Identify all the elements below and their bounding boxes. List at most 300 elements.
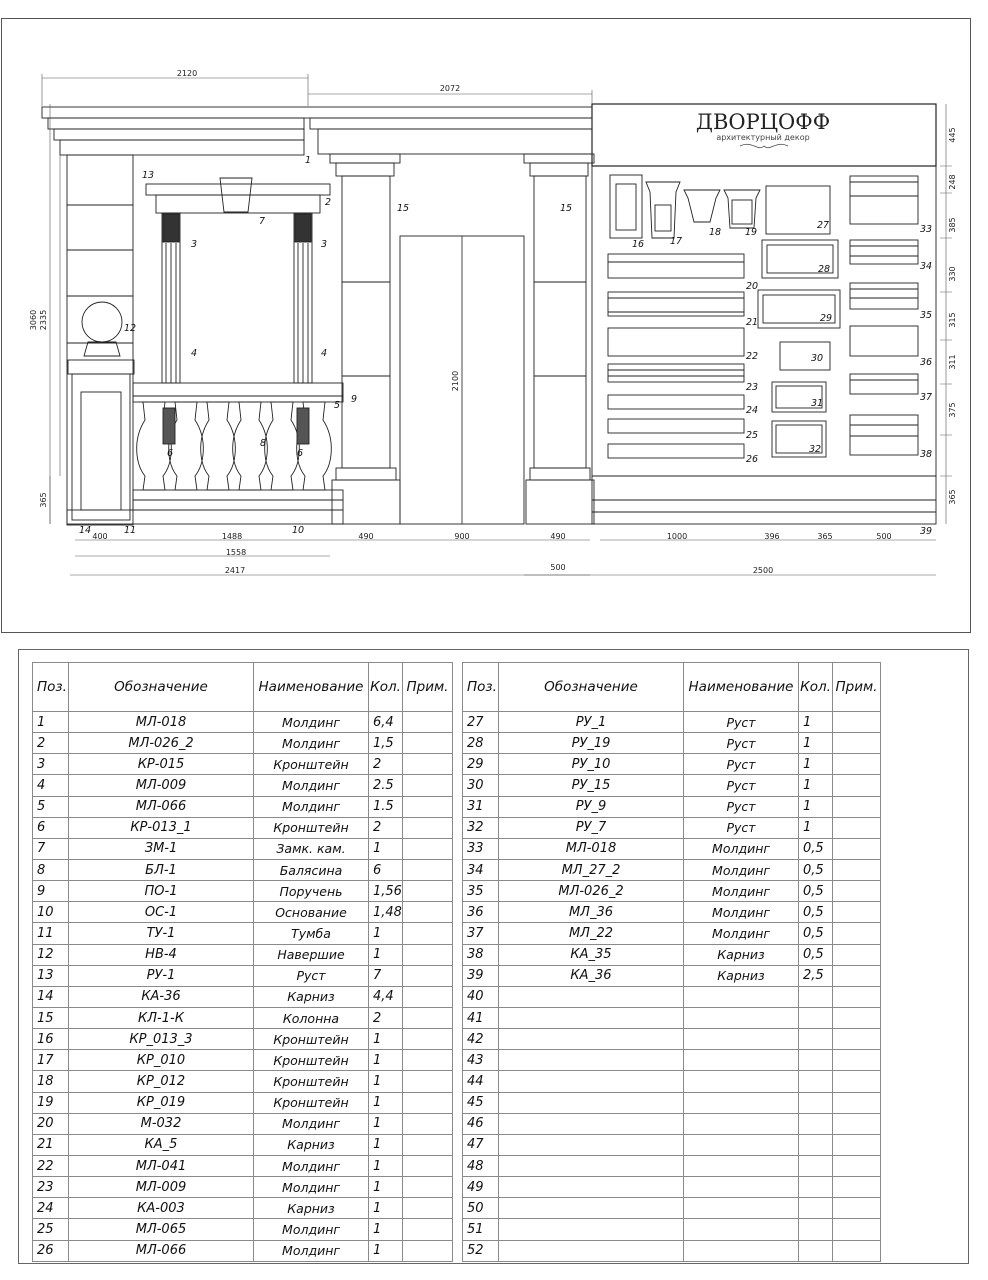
table-row	[463, 965, 881, 986]
base-course-left	[67, 510, 343, 524]
row-name	[684, 1198, 799, 1219]
row-designation: МЛ-066	[69, 1240, 254, 1261]
finial-ball	[82, 302, 122, 342]
spec-table-right	[462, 662, 881, 1262]
row-designation: ЗМ-1	[69, 838, 254, 859]
row-note	[403, 859, 453, 880]
header-name: Наименование	[684, 663, 799, 712]
row-designation: МЛ_27_2	[499, 859, 684, 880]
table-row	[463, 1134, 881, 1155]
row-note	[403, 1029, 453, 1050]
row-pos: 5	[33, 796, 69, 817]
table-row	[463, 754, 881, 775]
row-qty: 6	[369, 859, 403, 880]
row-qty	[799, 1007, 833, 1028]
row-note	[403, 1177, 453, 1198]
row-name: Молдинг	[254, 775, 369, 796]
row-qty: 2,5	[799, 965, 833, 986]
callout-18: 18	[709, 227, 722, 238]
row-designation: МЛ_22	[499, 923, 684, 944]
callout-12: 12	[124, 323, 137, 334]
row-note	[833, 796, 881, 817]
row-qty: 1	[799, 754, 833, 775]
balustrade-plinth	[133, 500, 343, 510]
dim-900: 900	[454, 532, 470, 541]
facade-elevation	[42, 104, 936, 525]
row-name: Карниз	[254, 986, 369, 1007]
row-note	[403, 796, 453, 817]
row-qty	[799, 1029, 833, 1050]
dim-490-right: 490	[550, 532, 566, 541]
table-row	[33, 1092, 453, 1113]
row-note	[833, 881, 881, 902]
row-name: Балясина	[254, 859, 369, 880]
handrail-lower	[133, 396, 343, 402]
sample-molding-34	[850, 240, 918, 264]
row-designation: КР-015	[69, 754, 254, 775]
cornice-top	[42, 107, 592, 118]
row-qty	[799, 1240, 833, 1261]
row-designation: ПО-1	[69, 881, 254, 902]
row-pos: 17	[33, 1050, 69, 1071]
table-row	[463, 923, 881, 944]
row-pos: 31	[463, 796, 499, 817]
header-note: Прим.	[833, 663, 881, 712]
table-row	[33, 1113, 453, 1134]
callout-29: 29	[820, 313, 833, 324]
sample-molding-26	[608, 444, 744, 458]
row-designation	[499, 1198, 684, 1219]
callout-38: 38	[920, 449, 933, 460]
header-designation: Обозначение	[69, 663, 254, 712]
sample-molding-23	[608, 364, 744, 382]
callout-39: 39	[920, 526, 933, 537]
table-row	[33, 712, 453, 733]
row-designation: РУ_19	[499, 733, 684, 754]
callout-22: 22	[746, 351, 759, 362]
column-left-echinus	[336, 163, 394, 176]
callout-19: 19	[745, 227, 758, 238]
table-row	[463, 944, 881, 965]
row-note	[403, 923, 453, 944]
row-qty: 1.5	[369, 796, 403, 817]
row-note	[833, 1113, 881, 1134]
dim-500-bottom: 500	[550, 563, 566, 572]
row-note	[833, 902, 881, 923]
callout-3b: 3	[321, 239, 328, 250]
row-pos: 4	[33, 775, 69, 796]
table-row	[33, 1007, 453, 1028]
callout-20: 20	[746, 281, 759, 292]
callout-24: 24	[746, 405, 759, 416]
row-name	[684, 1071, 799, 1092]
row-qty: 1	[369, 944, 403, 965]
table-row	[463, 1007, 881, 1028]
row-qty: 1	[369, 1029, 403, 1050]
dim-left-2335: 2335	[39, 309, 48, 331]
dim-left-365: 365	[39, 492, 48, 508]
row-qty: 4,4	[369, 986, 403, 1007]
row-name: Руст	[254, 965, 369, 986]
row-pos: 52	[463, 1240, 499, 1261]
row-name: Руст	[684, 775, 799, 796]
row-note	[833, 923, 881, 944]
ornament-icon	[740, 144, 788, 147]
handrail	[133, 383, 343, 396]
row-name: Молдинг	[254, 1155, 369, 1176]
row-qty	[799, 1113, 833, 1134]
row-note	[833, 1092, 881, 1113]
spec-table-right-body	[463, 712, 881, 1262]
row-name: Руст	[684, 733, 799, 754]
row-qty	[799, 1134, 833, 1155]
table-row	[33, 986, 453, 1007]
sample-molding-35	[850, 283, 918, 309]
header-designation: Обозначение	[499, 663, 684, 712]
callout-16: 16	[632, 239, 645, 250]
row-pos: 13	[33, 965, 69, 986]
table-row	[463, 1113, 881, 1134]
row-note	[403, 902, 453, 923]
table-row	[463, 733, 881, 754]
row-name: Молдинг	[254, 1240, 369, 1261]
table-row	[33, 775, 453, 796]
row-designation: РУ_10	[499, 754, 684, 775]
row-note	[403, 733, 453, 754]
row-pos: 45	[463, 1092, 499, 1113]
row-name: Молдинг	[684, 902, 799, 923]
table-row	[463, 1240, 881, 1261]
table-row	[463, 796, 881, 817]
row-pos: 16	[33, 1029, 69, 1050]
dim-side-445: 445	[948, 127, 957, 143]
callout-23: 23	[746, 382, 759, 393]
callout-25: 25	[746, 430, 759, 441]
row-qty: 2	[369, 754, 403, 775]
table-row	[33, 1155, 453, 1176]
row-designation: КР-013_1	[69, 817, 254, 838]
row-designation	[499, 1219, 684, 1240]
cornice-right-lower	[310, 118, 592, 129]
row-note	[403, 1219, 453, 1240]
row-pos: 29	[463, 754, 499, 775]
dim-1000: 1000	[666, 532, 688, 541]
row-designation: КА-36	[69, 986, 254, 1007]
row-designation: МЛ-066	[69, 796, 254, 817]
table-row	[463, 1155, 881, 1176]
row-note	[833, 1050, 881, 1071]
row-note	[403, 1007, 453, 1028]
row-name: Молдинг	[254, 1177, 369, 1198]
row-name: Молдинг	[254, 712, 369, 733]
sample-bracket-17	[646, 182, 680, 238]
column-left-torus	[336, 468, 396, 480]
row-pos: 22	[33, 1155, 69, 1176]
row-qty	[799, 986, 833, 1007]
display-panel	[592, 166, 936, 476]
row-pos: 7	[33, 838, 69, 859]
row-qty: 1	[369, 1219, 403, 1240]
callout-26: 26	[746, 454, 759, 465]
row-designation	[499, 1071, 684, 1092]
row-qty: 1	[799, 796, 833, 817]
row-qty	[799, 1219, 833, 1240]
dim-1558: 1558	[225, 548, 247, 557]
spec-table-header	[33, 663, 453, 712]
row-note	[403, 1240, 453, 1261]
row-pos: 8	[33, 859, 69, 880]
callout-28: 28	[818, 264, 831, 275]
table-row	[463, 1092, 881, 1113]
row-designation	[499, 986, 684, 1007]
row-pos: 12	[33, 944, 69, 965]
header-pos: Поз.	[463, 663, 499, 712]
dim-365-right: 365	[817, 532, 833, 541]
row-designation: КА-003	[69, 1198, 254, 1219]
row-pos: 23	[33, 1177, 69, 1198]
row-designation: КА_5	[69, 1134, 254, 1155]
row-note	[833, 1240, 881, 1261]
row-note	[403, 712, 453, 733]
table-row	[463, 817, 881, 838]
callout-4a: 4	[191, 348, 198, 359]
row-qty: 0,5	[799, 923, 833, 944]
frieze-right	[318, 129, 592, 154]
balcony-bracket-left	[163, 408, 175, 444]
row-qty: 1	[799, 817, 833, 838]
table-row	[33, 1071, 453, 1092]
row-pos: 44	[463, 1071, 499, 1092]
callout-6b: 6	[297, 448, 304, 459]
row-name: Руст	[684, 754, 799, 775]
row-note	[833, 1177, 881, 1198]
table-row	[463, 838, 881, 859]
column-left-plinth	[332, 480, 400, 524]
row-designation: МЛ-026_2	[69, 733, 254, 754]
row-name	[684, 1155, 799, 1176]
sample-molding-20	[608, 254, 744, 278]
callout-36: 36	[920, 357, 933, 368]
row-designation	[499, 1240, 684, 1261]
row-note	[403, 1050, 453, 1071]
row-name: Кронштейн	[254, 1092, 369, 1113]
row-name	[684, 1029, 799, 1050]
row-qty: 0,5	[799, 902, 833, 923]
row-designation: КЛ-1-К	[69, 1007, 254, 1028]
row-note	[403, 817, 453, 838]
callout-37: 37	[920, 392, 933, 403]
left-pier	[67, 155, 133, 525]
dim-490-left: 490	[358, 532, 374, 541]
row-qty: 2	[369, 1007, 403, 1028]
row-note	[833, 817, 881, 838]
sample-bracket-18	[684, 190, 720, 222]
row-pos: 11	[33, 923, 69, 944]
row-name: Молдинг	[254, 796, 369, 817]
row-designation	[499, 1113, 684, 1134]
callout-35: 35	[920, 310, 933, 321]
dim-side-330: 330	[948, 266, 957, 282]
table-row	[33, 1240, 453, 1261]
header-name: Наименование	[254, 663, 369, 712]
callout-14: 14	[79, 525, 92, 536]
row-pos: 40	[463, 986, 499, 1007]
row-designation	[499, 1007, 684, 1028]
sample-molding-25	[608, 419, 744, 433]
row-designation: МЛ-018	[499, 838, 684, 859]
row-designation: КР_012	[69, 1071, 254, 1092]
row-qty: 1,48	[369, 902, 403, 923]
table-row	[463, 1219, 881, 1240]
row-name: Колонна	[254, 1007, 369, 1028]
row-pos: 6	[33, 817, 69, 838]
table-row	[463, 881, 881, 902]
row-name: Молдинг	[684, 838, 799, 859]
balcony-bracket-right	[297, 408, 309, 444]
column-right-echinus	[530, 163, 588, 176]
sample-molding-33	[850, 176, 918, 224]
header-qty: Кол.	[799, 663, 833, 712]
table-row	[33, 902, 453, 923]
dim-side-365: 365	[948, 489, 957, 505]
row-note	[403, 944, 453, 965]
table-row	[463, 1029, 881, 1050]
row-note	[833, 1007, 881, 1028]
row-qty	[799, 1155, 833, 1176]
column-left-shaft	[342, 176, 390, 468]
row-note	[833, 775, 881, 796]
row-designation: МЛ-009	[69, 775, 254, 796]
dim-door-2100: 2100	[451, 370, 460, 392]
row-name: Кронштейн	[254, 817, 369, 838]
row-pos: 43	[463, 1050, 499, 1071]
row-name: Поручень	[254, 881, 369, 902]
row-name	[684, 1007, 799, 1028]
spec-table-header	[463, 663, 881, 712]
row-name: Карниз	[684, 944, 799, 965]
row-designation: МЛ-026_2	[499, 881, 684, 902]
row-pos: 38	[463, 944, 499, 965]
row-pos: 39	[463, 965, 499, 986]
brand-logo-text: ДВОРЦОФФ	[695, 110, 831, 134]
row-note	[833, 1029, 881, 1050]
row-qty: 1	[369, 1050, 403, 1071]
callout-33: 33	[920, 224, 933, 235]
callout-30: 30	[811, 353, 824, 364]
row-name	[684, 1134, 799, 1155]
callout-2: 2	[325, 197, 332, 208]
row-qty: 0,5	[799, 859, 833, 880]
row-note	[833, 838, 881, 859]
row-qty: 2.5	[369, 775, 403, 796]
dim-2417: 2417	[224, 566, 246, 575]
row-designation: М-032	[69, 1113, 254, 1134]
header-pos: Поз.	[33, 663, 69, 712]
row-pos: 32	[463, 817, 499, 838]
table-row	[33, 1134, 453, 1155]
callout-4b: 4	[321, 348, 328, 359]
row-note	[833, 859, 881, 880]
row-qty: 1	[799, 712, 833, 733]
row-note	[403, 1071, 453, 1092]
column-right-capital	[524, 154, 594, 163]
row-designation: РУ-1	[69, 965, 254, 986]
row-designation: РУ_7	[499, 817, 684, 838]
row-pos: 3	[33, 754, 69, 775]
dim-left-3060: 3060	[29, 309, 38, 331]
row-note	[403, 775, 453, 796]
row-qty: 1	[369, 1155, 403, 1176]
row-designation: МЛ-009	[69, 1177, 254, 1198]
row-name: Замк. кам.	[254, 838, 369, 859]
dim-400: 400	[92, 532, 108, 541]
row-designation: ОС-1	[69, 902, 254, 923]
row-pos: 34	[463, 859, 499, 880]
row-qty: 1	[799, 733, 833, 754]
row-designation: ТУ-1	[69, 923, 254, 944]
table-row	[33, 838, 453, 859]
row-note	[833, 1071, 881, 1092]
callout-labels	[79, 155, 932, 537]
row-note	[403, 754, 453, 775]
row-qty: 1	[369, 1177, 403, 1198]
row-qty	[799, 1198, 833, 1219]
row-pos: 48	[463, 1155, 499, 1176]
row-pos: 46	[463, 1113, 499, 1134]
row-pos: 42	[463, 1029, 499, 1050]
row-note	[833, 1134, 881, 1155]
row-qty: 1	[369, 1134, 403, 1155]
table-row	[33, 1198, 453, 1219]
callout-13: 13	[142, 170, 155, 181]
row-qty: 1	[799, 775, 833, 796]
row-qty: 1	[369, 1113, 403, 1134]
row-note	[403, 1092, 453, 1113]
table-row	[33, 965, 453, 986]
callout-15a: 15	[397, 203, 410, 214]
balustrade-base	[133, 490, 343, 500]
pedestal-panel	[81, 392, 121, 510]
row-pos: 19	[33, 1092, 69, 1113]
row-name: Кронштейн	[254, 754, 369, 775]
sample-molding-38	[850, 415, 918, 455]
row-pos: 41	[463, 1007, 499, 1028]
row-qty: 1	[369, 1240, 403, 1261]
row-qty: 1	[369, 923, 403, 944]
table-row	[33, 881, 453, 902]
row-designation: МЛ_36	[499, 902, 684, 923]
row-designation: КР_019	[69, 1092, 254, 1113]
row-designation	[499, 1050, 684, 1071]
sample-molding-36	[850, 326, 918, 356]
window-frieze	[156, 195, 320, 213]
dim-top-2072: 2072	[439, 84, 461, 93]
row-name: Молдинг	[254, 1219, 369, 1240]
row-qty: 1	[369, 1071, 403, 1092]
row-pos: 9	[33, 881, 69, 902]
row-designation: МЛ-065	[69, 1219, 254, 1240]
callout-10: 10	[292, 525, 305, 536]
row-note	[833, 944, 881, 965]
row-name: Молдинг	[684, 859, 799, 880]
sample-molding-24	[608, 395, 744, 409]
row-name	[684, 1219, 799, 1240]
table-row	[33, 923, 453, 944]
row-name: Кронштейн	[254, 1029, 369, 1050]
row-note	[833, 986, 881, 1007]
callout-11: 11	[124, 525, 137, 536]
bracket-left	[163, 214, 179, 242]
